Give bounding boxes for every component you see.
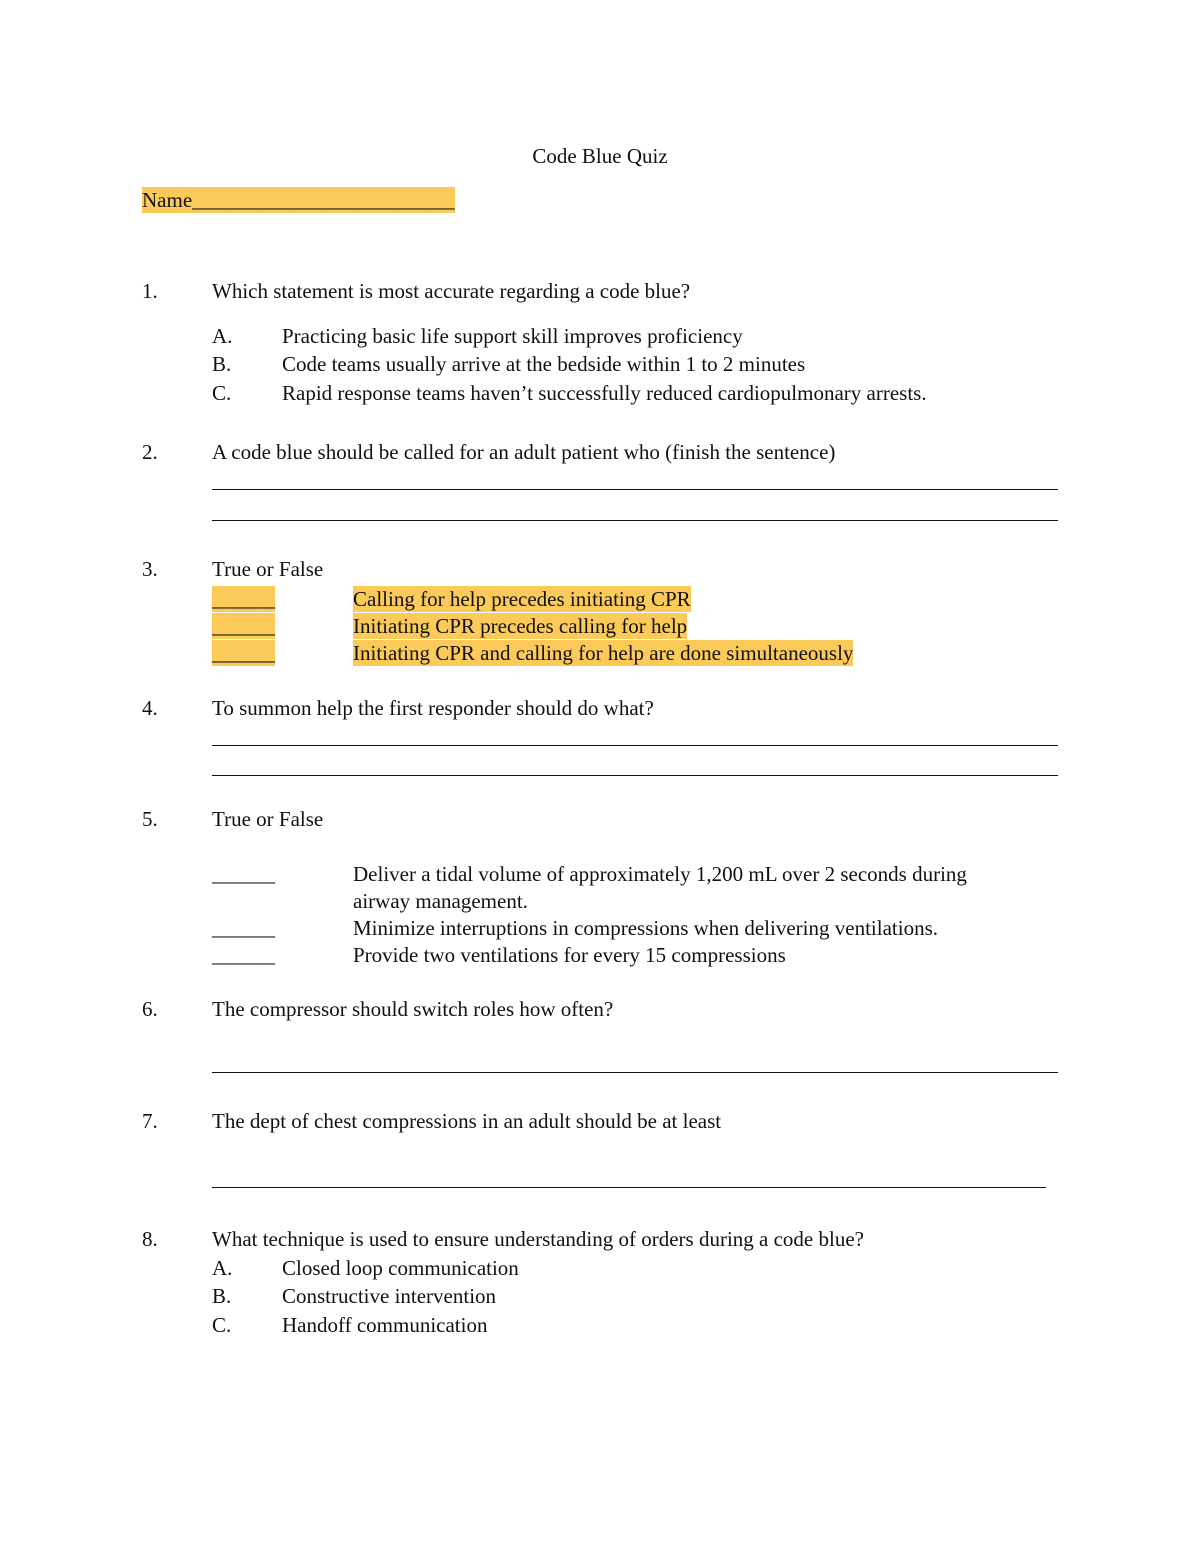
q8-option-b-text: Constructive intervention — [282, 1284, 497, 1308]
q1-option-c-text: Rapid response teams haven’t successfully reduced cardiopulmonary arrests. — [282, 381, 927, 405]
q5-item-1-blank[interactable]: ______ — [212, 862, 275, 886]
q8-option-c-letter: C. — [212, 1313, 232, 1337]
q3-item-1-text: Calling for help precedes initiating CPR — [353, 587, 691, 611]
q1-option-c-letter: C. — [212, 381, 232, 405]
q6-number: 6. — [142, 997, 158, 1021]
q3-item-3-text: Initiating CPR and calling for help are done simultaneously — [353, 641, 854, 665]
q3-item-2-blank[interactable]: ______ — [212, 614, 275, 638]
q4-answer-line-1[interactable] — [212, 745, 1058, 746]
q7-answer-line[interactable] — [212, 1187, 1046, 1188]
name-field[interactable]: Name_________________________ — [142, 188, 455, 212]
q5-number: 5. — [142, 807, 158, 831]
q5-item-2-blank[interactable]: ______ — [212, 916, 275, 940]
q2-text: A code blue should be called for an adult patient who (finish the sentence) — [212, 440, 836, 464]
q1-option-a-letter: A. — [212, 324, 233, 348]
q8-option-a-letter: A. — [212, 1256, 233, 1280]
page-title: Code Blue Quiz — [532, 144, 668, 168]
q2-number: 2. — [142, 440, 158, 464]
q7-number: 7. — [142, 1109, 158, 1133]
q3-text: True or False — [212, 557, 324, 581]
q6-answer-line[interactable] — [212, 1072, 1058, 1073]
q5-item-2-text: Minimize interruptions in compressions when delivering ventilations. — [353, 916, 938, 940]
q4-answer-line-2[interactable] — [212, 775, 1058, 776]
q5-item-1-text: Deliver a tidal volume of approximately 1,200 mL over 2 seconds during — [353, 862, 967, 886]
q1-text: Which statement is most accurate regarding a code blue? — [212, 279, 691, 303]
q8-number: 8. — [142, 1227, 158, 1251]
q4-text: To summon help the first responder should do what? — [212, 696, 654, 720]
q3-item-2-text: Initiating CPR precedes calling for help — [353, 614, 688, 638]
q8-option-a-text: Closed loop communication — [282, 1256, 519, 1280]
q2-answer-line-2[interactable] — [212, 520, 1058, 521]
q7-text: The dept of chest compressions in an adult should be at least — [212, 1109, 722, 1133]
q3-item-3-blank[interactable]: ______ — [212, 641, 275, 665]
q5-item-3-text: Provide two ventilations for every 15 compressions — [353, 943, 786, 967]
q4-number: 4. — [142, 696, 158, 720]
q5-item-3-blank[interactable]: ______ — [212, 943, 275, 967]
q1-option-b-letter: B. — [212, 352, 232, 376]
q8-option-b-letter: B. — [212, 1284, 232, 1308]
q5-item-1-text-cont: airway management. — [353, 889, 528, 913]
q2-answer-line-1[interactable] — [212, 489, 1058, 490]
q8-option-c-text: Handoff communication — [282, 1313, 488, 1337]
q8-text: What technique is used to ensure understanding of orders during a code blue? — [212, 1227, 864, 1251]
q3-item-1-blank[interactable]: ______ — [212, 587, 275, 611]
q6-text: The compressor should switch roles how often? — [212, 997, 614, 1021]
q5-text: True or False — [212, 807, 324, 831]
q1-option-a-text: Practicing basic life support skill improves proficiency — [282, 324, 743, 348]
q3-number: 3. — [142, 557, 158, 581]
q1-number: 1. — [142, 279, 158, 303]
q1-option-b-text: Code teams usually arrive at the bedside within 1 to 2 minutes — [282, 352, 806, 376]
